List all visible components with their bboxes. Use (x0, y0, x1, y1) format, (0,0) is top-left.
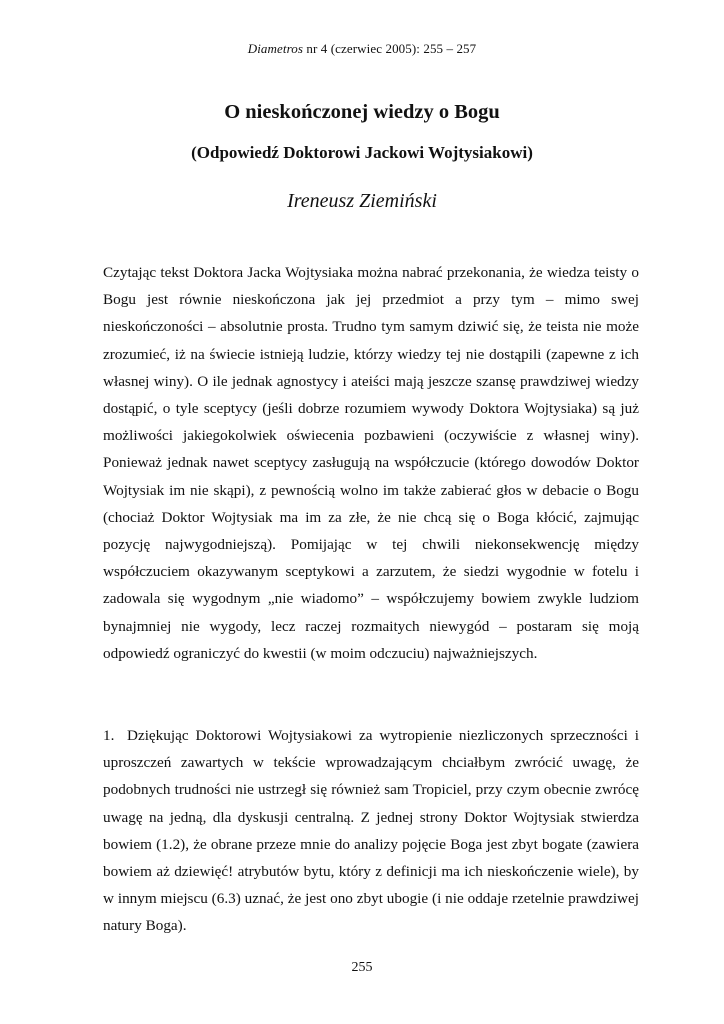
article-author: Ireneusz Ziemiński (287, 190, 437, 212)
section-number: 1. (103, 727, 115, 744)
journal-citation: nr 4 (czerwiec 2005): 255 – 257 (303, 41, 477, 56)
body-paragraph-intro: Czytając tekst Doktora Jacka Wojtysiaka można nabrać przekonania, że wiedza teisty o Bogu jest równie nieskończona jak jej przedmiot a przy tym – mimo swej nieskończoności – absolutnie prosta. Trudno tym samym dziwić się, że teista nie może zrozumieć, iż na świecie istnieją ludzie, którzy wiedzy tej nie dostąpili (zapewne z ich własnej winy). O ile jednak agnostycy i ateiści mają jeszcze szansę prawdziwej wiedzy dostąpić, o tyle sceptycy (jeśli dobrze rozumiem wywody Doktora Wojtysiaka) są już możliwości jakiegokolwiek oświecenia pozbawieni (oczywiście z własnej winy). Ponieważ jednak nawet sceptycy zasługują na współczucie (którego dowodów Doktor Wojtysiak im nie skąpi), z pewnością wolno im także zabierać głos w debacie o Bogu (chociaż Doktor Wojtysiak ma im za złe, że nie chcą się o Boga kłócić, zajmując pozycję najwygodniejszą). Pomijając w tej chwili niekonsekwencję między współczuciem okazywanym sceptykowi a zarzutem, że siedzi wygodnie w fotelu i zadowala się wygodnym „nie wiadomo” – współczujemy bowiem zwykle ludziom bynajmniej nie wygody, lecz raczej rozmaitych niewygód – postaram się moją odpowiedź ograniczyć do kwestii (w moim odczuciu) najważniejszych. (103, 264, 639, 662)
page-number: 255 (351, 960, 373, 975)
article-subtitle: (Odpowiedź Doktorowi Jackowi Wojtysiakowi) (191, 143, 533, 162)
section-text: Dziękując Doktorowi Wojtysiakowi za wytropienie niezliczonych sprzeczności i uproszczeń zawartych w tekście wprowadzającym chciałbym zwrócić uwagę, że podobnych trudności nie ustrzegł się również sam Tropiciel, przy czym obecnie zwrócę uwagę na jedną, dla dyskusji centralną. Z jednej strony Doktor Wojtysiak stwierdza bowiem (1.2), że obrane przeze mnie do analizy pojęcie Boga jest zbyt bogate (zawiera bowiem aż dziewięć! atrybutów bytu, który z definicji ma ich nieskończenie wiele), by w innym miejscu (6.3) uznać, że jest ono zbyt ubogie (i nie oddaje rzetelnie prawdziwej natury Boga). (103, 727, 639, 935)
body-paragraph-section-1 (103, 722, 639, 940)
journal-name: Diametros (247, 41, 304, 56)
running-head (0, 41, 724, 57)
article-title: O nieskończonej wiedzy o Bogu (224, 101, 500, 123)
